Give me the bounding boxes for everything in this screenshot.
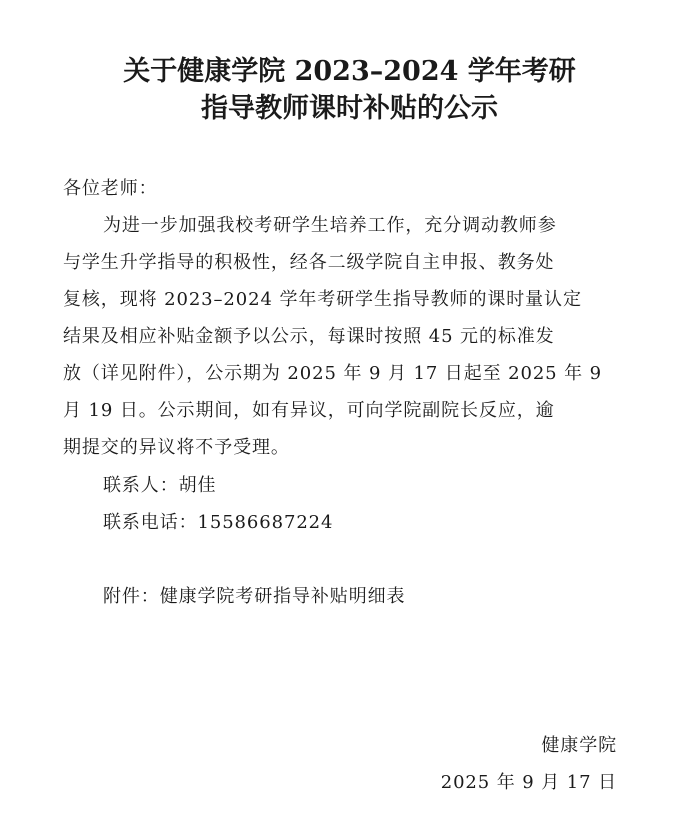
signature-date: 2025 年 9 月 17 日 (440, 772, 617, 793)
paragraph-line: 月 19 日。公示期间，如有异议，可向学院副院长反应，逾 (63, 400, 555, 421)
paragraph-line: 期提交的异议将不予受理。 (63, 437, 290, 458)
paragraph-line: 复核，现将 2023–2024 学年考研学生指导教师的课时量认定 (63, 289, 582, 310)
paragraph-line: 为进一步加强我校考研学生培养工作，充分调动教师参 (103, 215, 557, 236)
notice-title-line-2: 指导教师课时补贴的公示 (201, 93, 498, 124)
paragraph-line: 结果及相应补贴金额予以公示，每课时按照 45 元的标准发 (63, 326, 555, 347)
salutation: 各位老师： (63, 178, 158, 199)
paragraph-line: 与学生升学指导的积极性，经各二级学院自主申报、教务处 (63, 252, 555, 273)
notice-title-line-1: 关于健康学院 2023–2024 学年考研 (123, 56, 576, 87)
contact-phone: 联系电话：15586687224 (103, 512, 334, 533)
paragraph-line: 放（详见附件），公示期为 2025 年 9 月 17 日起至 2025 年 9 (63, 363, 603, 384)
contact-person: 联系人：胡佳 (103, 475, 217, 496)
signature-organization: 健康学院 (541, 735, 617, 756)
notice-paragraph (63, 207, 623, 466)
attachment-note: 附件：健康学院考研指导补贴明细表 (103, 586, 406, 607)
